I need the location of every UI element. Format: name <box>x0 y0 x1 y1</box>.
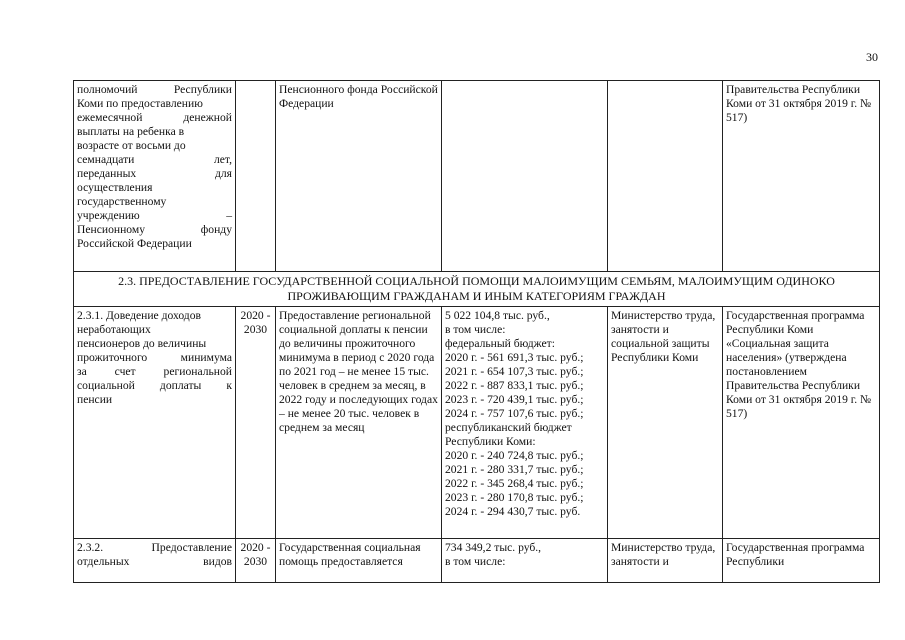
text-word: счет <box>114 365 136 378</box>
text-word: прожиточного <box>77 351 148 364</box>
text-word: пенсии <box>77 393 113 406</box>
text-line <box>77 555 232 569</box>
funding-line: 2023 г. - 280 170,8 тыс. руб.; <box>445 491 584 504</box>
text-word: лет, <box>213 153 232 166</box>
text-line <box>77 365 232 379</box>
text-word: осуществления <box>77 181 153 194</box>
text-line <box>77 181 232 195</box>
text-line <box>77 541 232 555</box>
text-line <box>77 153 232 167</box>
text-line <box>77 379 232 393</box>
text-word: ежемесячной <box>77 111 143 124</box>
text-word: выплаты на ребенка в <box>77 125 185 138</box>
text-line <box>77 111 232 125</box>
measure-cell <box>74 307 236 539</box>
section-header-row <box>74 272 880 307</box>
text-line <box>77 97 232 111</box>
funding-cell <box>442 539 608 583</box>
funding-line: республиканский бюджет <box>445 421 572 434</box>
years-cell: 2020 - 2030 <box>236 307 276 539</box>
text-word: Пенсионному <box>77 223 145 236</box>
text-word: пенсионеров до величины <box>77 337 207 350</box>
funding-line: федеральный бюджет: <box>445 337 555 350</box>
text-line <box>77 309 232 323</box>
text-word: региональной <box>163 365 232 378</box>
text-word: Коми по предоставлению <box>77 97 203 110</box>
text-line <box>77 237 232 251</box>
text-line <box>77 337 232 351</box>
years-cell <box>236 81 276 272</box>
years-cell: 2020 - 2030 <box>236 539 276 583</box>
funding-line: 2021 г. - 280 331,7 тыс. руб.; <box>445 463 584 476</box>
text-word: 2.3.2. <box>77 541 104 554</box>
text-line <box>77 195 232 209</box>
text-word: к <box>226 379 232 392</box>
text-word: семнадцати <box>77 153 135 166</box>
text-line <box>77 223 232 237</box>
executor-cell: Министерство труда, занятости и <box>608 539 723 583</box>
text-word: неработающих <box>77 323 151 336</box>
result-cell: Пенсионного фонда Российской Федерации <box>276 81 442 272</box>
text-word: денежной <box>183 111 232 124</box>
funding-line: 2020 г. - 561 691,3 тыс. руб.; <box>445 351 584 364</box>
funding-line: 734 349,2 тыс. руб., <box>445 541 542 554</box>
funding-line: Республики Коми: <box>445 435 536 448</box>
page-number: 30 <box>866 50 878 64</box>
executor-cell <box>608 81 723 272</box>
text-word: возрасте от восьми до <box>77 139 186 152</box>
funding-line: 2020 г. - 240 724,8 тыс. руб.; <box>445 449 584 462</box>
text-line <box>77 351 232 365</box>
text-word: для <box>214 167 232 180</box>
funding-line: в том числе: <box>445 323 506 336</box>
text-word: за <box>77 365 87 378</box>
text-word: Республики <box>173 83 232 96</box>
executor-cell: Министерство труда, занятости и социальной защиты Республики Коми <box>608 307 723 539</box>
text-word: видов <box>203 555 232 568</box>
text-word: – <box>226 209 232 222</box>
program-table <box>73 80 880 583</box>
text-word: полномочий <box>77 83 138 96</box>
basis-cell: Государственная программа Республики <box>723 539 880 583</box>
measure-cell <box>74 539 236 583</box>
table-row <box>74 307 880 539</box>
text-line <box>77 393 232 407</box>
text-word: государственному <box>77 195 167 208</box>
text-word: социальной <box>77 379 135 392</box>
text-line <box>77 209 232 223</box>
measure-cell <box>74 81 236 272</box>
text-line <box>77 83 232 97</box>
text-word: Российской Федерации <box>77 237 192 250</box>
text-line <box>77 323 232 337</box>
text-line <box>77 125 232 139</box>
funding-line: 2022 г. - 345 268,4 тыс. руб.; <box>445 477 584 490</box>
result-cell: Предоставление региональной социальной доплаты к пенсии до величины прожиточного минимума в период с 2020 года по 2021 год – не менее 15 тыс. человек в среднем за месяц, в 2022 году и последующих годах – не менее 20 тыс. человек в среднем за месяц <box>276 307 442 539</box>
basis-cell: Государственная программа Республики Коми «Социальная защита населения» (утверждена постановлением Правительства Республики Коми от 31 октября 2019 г. № 517) <box>723 307 880 539</box>
funding-cell <box>442 81 608 272</box>
text-word: доплаты <box>159 379 202 392</box>
basis-cell: Правительства Республики Коми от 31 октября 2019 г. № 517) <box>723 81 880 272</box>
result-cell: Государственная социальная помощь предоставляется <box>276 539 442 583</box>
funding-line: 2022 г. - 887 833,1 тыс. руб.; <box>445 379 584 392</box>
text-word: фонду <box>200 223 232 236</box>
text-word: учреждению <box>77 209 140 222</box>
text-line <box>77 167 232 181</box>
funding-line: в том числе: <box>445 555 506 568</box>
funding-line: 5 022 104,8 тыс. руб., <box>445 309 550 322</box>
text-word: Предоставление <box>151 541 232 554</box>
section-title: 2.3. ПРЕДОСТАВЛЕНИЕ ГОСУДАРСТВЕННОЙ СОЦИАЛЬНОЙ ПОМОЩИ МАЛОИМУЩИМ СЕМЬЯМ, МАЛОИМУЩИМ ОДИНОКО ПРОЖИВАЮЩИМ ГРАЖДАНАМ И ИНЫМ КАТЕГОРИЯМ ГРАЖДАН <box>74 272 880 307</box>
text-line <box>77 139 232 153</box>
table-row <box>74 81 880 272</box>
table-row <box>74 539 880 583</box>
funding-line: 2021 г. - 654 107,3 тыс. руб.; <box>445 365 584 378</box>
text-word: минимума <box>180 351 232 364</box>
text-word: 2.3.1. Доведение доходов <box>77 309 201 322</box>
text-word: переданных <box>77 167 137 180</box>
funding-line: 2024 г. - 294 430,7 тыс. руб. <box>445 505 581 518</box>
text-word: отдельных <box>77 555 130 568</box>
funding-cell <box>442 307 608 539</box>
funding-line: 2023 г. - 720 439,1 тыс. руб.; <box>445 393 584 406</box>
funding-line: 2024 г. - 757 107,6 тыс. руб.; <box>445 407 584 420</box>
